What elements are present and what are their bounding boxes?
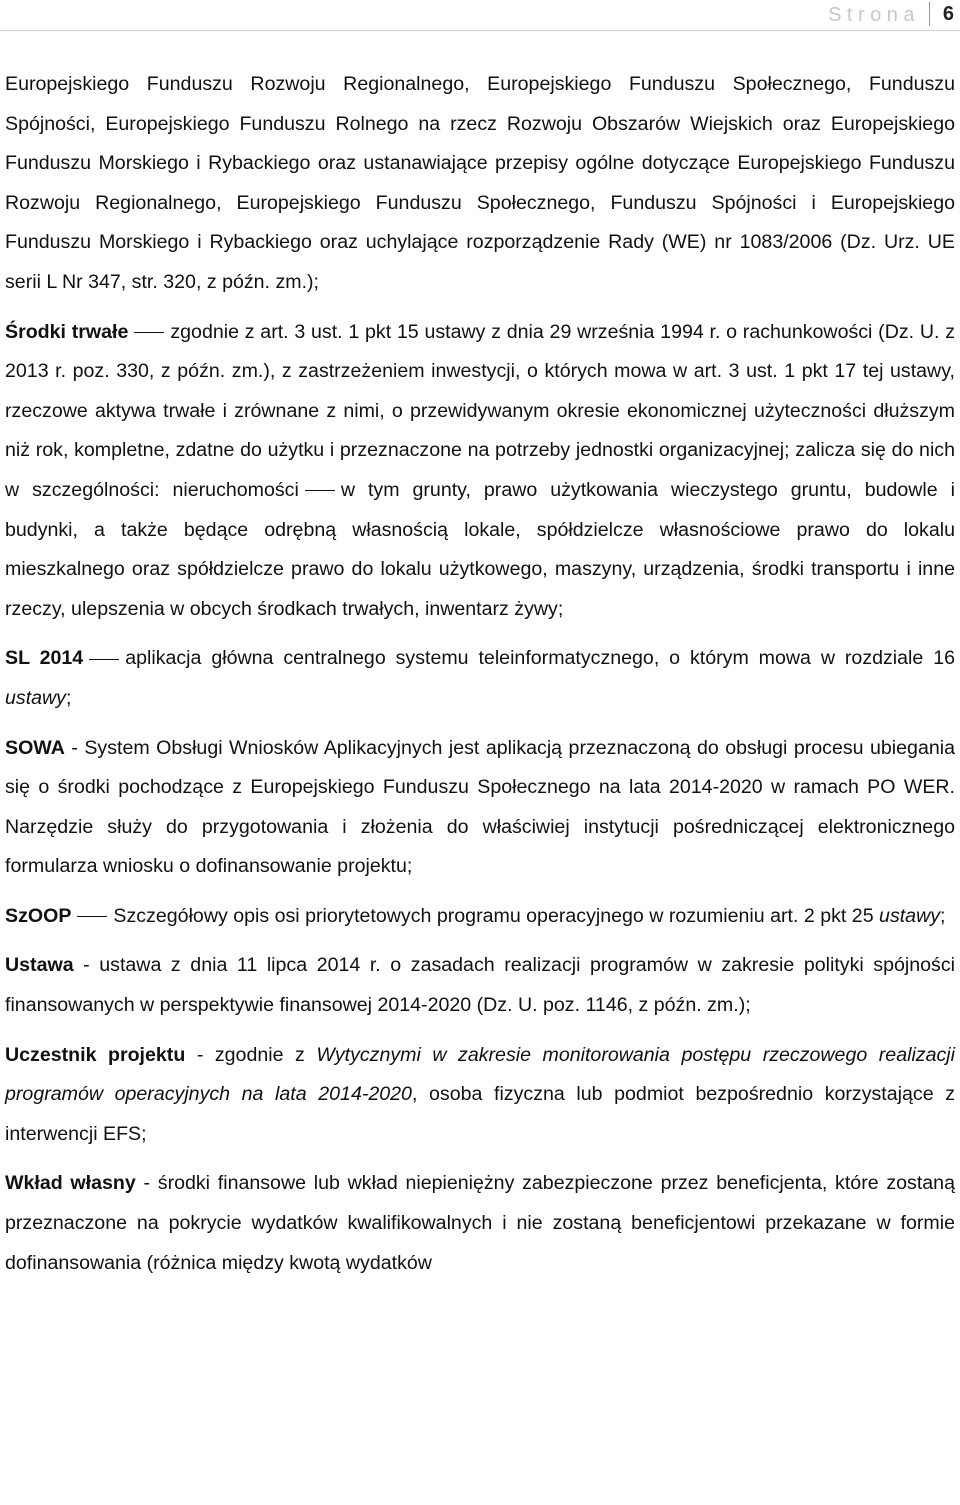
em-dash (77, 916, 107, 917)
header-divider (929, 2, 930, 26)
definition-text: aplikacja główna centralnego systemu teleinformatycznego, o którym mowa w rozdziale 16 (125, 647, 956, 670)
definition-tail: ; (940, 904, 946, 927)
definition-srodki-trwale (5, 313, 955, 630)
em-dash (89, 659, 119, 660)
page-number: 6 (942, 3, 954, 25)
definition-text: Szczegółowy opis osi priorytetowych programu operacyjnego w rozumieniu art. 2 pkt 25 (113, 904, 874, 927)
definition-text: - środki finansowe lub wkład niepieniężny zabezpieczone przez beneficjenta, które zostaną przeznaczone na pokrycie wydatków kwalifikowalnych i nie zostaną beneficjentowi przekazane w formie dofinansowania (różnica między kwotą wydatków (5, 1172, 955, 1274)
definition-text: - zgodnie z (185, 1043, 317, 1066)
term-sowa: SOWA (5, 736, 65, 759)
definition-wklad-wlasny (5, 1164, 955, 1283)
definition-text: - System Obsługi Wniosków Aplikacyjnych jest aplikacją przeznaczoną do obsługi procesu ubiegania się o środki pochodzące z Europejskiego Funduszu Społecznego na lata 2014-2020 w ramach PO WER. Narzędzie służy do przygotowania i złożenia do właściwiej instytucji pośredniczącej elektronicznego formularza wniosku o dofinansowanie projektu; (5, 736, 955, 878)
definition-tail: ; (65, 686, 72, 709)
definition-ustawa (5, 946, 955, 1025)
definition-sl2014 (5, 639, 955, 718)
definition-text: - ustawa z dnia 11 lipca 2014 r. o zasadach realizacji programów w zakresie polityki spójności finansowanych w perspektywie finansowej 2014-2020 (Dz. U. poz. 1146, z późn. zm.); (5, 954, 955, 1017)
term-srodki-trwale: Środki trwałe (5, 320, 129, 343)
em-dash (134, 332, 164, 333)
term-szoop: SzOOP (5, 904, 72, 927)
definition-text: zgodnie z art. 3 ust. 1 pkt 15 ustawy z dnia 29 września 1994 r. o rachunkowości (Dz. U. z 2013 r. poz. 330, z późn. zm.), z zastrzeżeniem inwestycji, o których mowa w art. 3 ust. 1 pkt 17 tej ustawy, rzeczowe aktywa trwałe i zrównane z nimi, o przewidywanym okresie ekonomicznej użyteczności dłuższym niż rok, kompletne, zdatne do użytku i przeznaczone na potrzeby jednostki organizacyjnej; zalicza się do nich w szczególności: nieruchomości (5, 320, 955, 501)
definition-tail: , osoba fizyczna lub podmiot bezpośrednio korzystające z interwencji EFS; (5, 1083, 955, 1145)
term-uczestnik-projektu: Uczestnik projektu (5, 1043, 186, 1066)
definition-italic: Wytycznymi w zakresie monitorowania postępu rzeczowego realizacji programów operacyjnych na lata 2014-2020 (5, 1043, 955, 1106)
document-body (5, 65, 955, 1283)
definition-szoop (5, 897, 955, 937)
definition-sowa (5, 729, 955, 887)
definition-italic: ustawy (879, 904, 941, 927)
definition-uczestnik-projektu (5, 1036, 955, 1155)
page-label: Strona (828, 4, 920, 26)
definition-text-cont: w tym grunty, prawo użytkowania wieczystego gruntu, budowle i budynki, a także będące odrębną własnością lokale, spółdzielcze własnościowe prawo do lokalu mieszkalnego oraz spółdzielcze prawo do lokalu użytkowego, maszyny, urządzenia, środki transportu i inne rzeczy, ulepszenia w obcych środkach trwałych, inwentarz żywy; (5, 478, 956, 620)
term-wklad-wlasny: Wkład własny (5, 1172, 136, 1195)
page-header (0, 0, 960, 31)
paragraph-regulation: Europejskiego Funduszu Rozwoju Regionalnego, Europejskiego Funduszu Społecznego, Funduszu Spójności, Europejskiego Funduszu Rolnego na rzecz Rozwoju Obszarów Wiejskich oraz Europejskiego Funduszu Morskiego i Rybackiego oraz ustanawiające przepisy ogólne dotyczące Europejskiego Funduszu Rozwoju Regionalnego, Europejskiego Funduszu Społecznego, Funduszu Spójności i Europejskiego Funduszu Morskiego i Rybackiego oraz uchylające rozporządzenie Rady (WE) nr 1083/2006 (Dz. Urz. UE serii L Nr 347, str. 320, z późn. zm.); (5, 73, 955, 293)
term-sl2014: SL 2014 (5, 647, 84, 670)
term-ustawa: Ustawa (5, 954, 74, 977)
em-dash (305, 490, 335, 491)
definition-italic: ustawy (5, 686, 66, 709)
